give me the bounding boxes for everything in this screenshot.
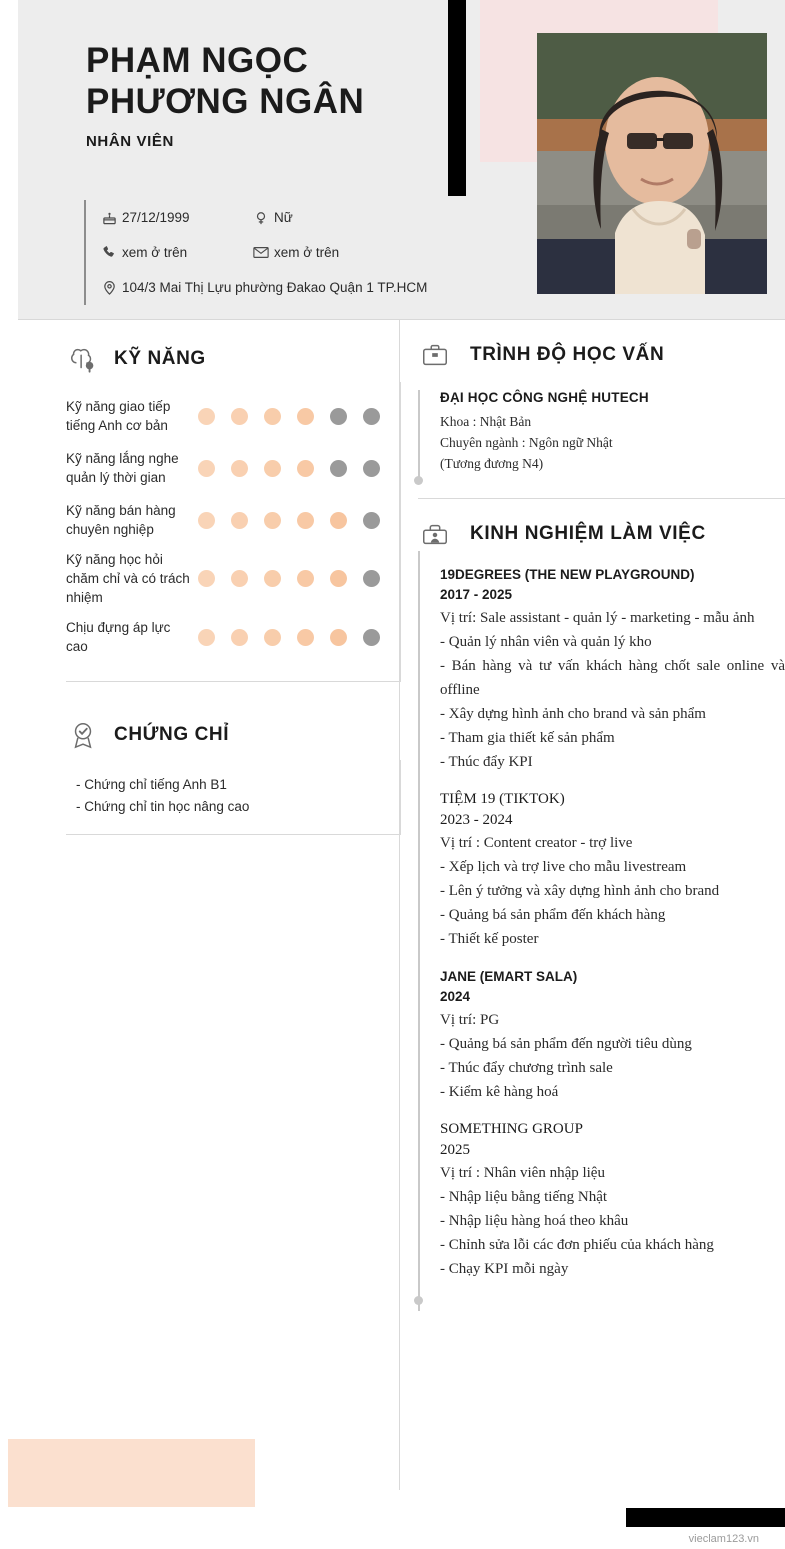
skill-label: Kỹ năng học hỏi chăm chỉ và có trách nhiệm [66,552,190,605]
phone-icon [96,245,122,260]
education-case-icon [418,338,452,372]
experience-position: Vị trí : Content creator - trợ live [440,835,633,851]
skill-row [66,546,400,611]
rating-dot-filled [330,629,347,646]
rating-dot-empty [330,408,347,425]
rating-dot-empty [330,460,347,477]
skill-rating [198,408,380,425]
rating-dot-filled [231,460,248,477]
experience-years: 2023 - 2024 [440,812,513,828]
experience-position: Vị trí: Sale assistant - quản lý - marketing - mẫu ảnh [440,610,755,626]
experience-bullet: - Lên ý tưởng và xây dựng hình ảnh cho brand [440,883,720,899]
rating-dot-empty [363,570,380,587]
rating-dot-filled [330,570,347,587]
contact-block [84,200,504,305]
experience-bullet: - Xây dựng hình ảnh cho brand và sản phẩm [440,706,706,722]
rating-dot-filled [264,408,281,425]
experience-position: Vị trí : Nhân viên nhập liệu [440,1165,605,1181]
name-block [86,40,466,150]
rating-dot-filled [231,408,248,425]
experience-bullet: - Kiểm kê hàng hoá [440,1084,559,1100]
watermark: vieclam123.vn [688,1533,759,1545]
birthday-value: 27/12/1999 [122,210,190,225]
certificate-badge-icon [66,718,100,752]
experience-company: TIỆM 19 (TIKTOK) [440,791,565,807]
gender-value: Nữ [274,210,293,225]
resume-header [0,0,785,320]
rating-dot-filled [198,408,215,425]
contact-birthday [96,210,248,226]
education-heading [400,320,785,372]
phone-value: xem ở trên [122,245,188,260]
rating-dot-filled [297,629,314,646]
rating-dot-filled [264,512,281,529]
resume-body [0,320,785,1548]
education-line: Khoa : Nhật Bản [440,414,532,429]
name-line-2: PHƯƠNG NGÂN [86,82,365,121]
rating-dot-filled [231,570,248,587]
experience-bullet: - Bán hàng và tư vấn khách hàng chốt sale online và offline [440,658,785,698]
rating-dot-filled [198,512,215,529]
skills-title: KỸ NĂNG [114,348,206,369]
contact-gender [248,210,293,226]
experience-years: 2024 [440,989,471,1004]
certificates-list [66,760,400,818]
rating-dot-empty [363,512,380,529]
briefcase-person-icon [418,517,452,551]
certificates-title: CHỨNG CHỈ [114,724,230,745]
experience-entry [440,1120,785,1281]
skill-row [66,611,400,663]
certificates-box [66,760,401,835]
contact-row-2 [96,235,504,270]
experience-bullet: - Xếp lịch và trợ live cho mẫu livestream [440,859,687,875]
rating-dot-empty [363,408,380,425]
skill-label: Kỹ năng lắng nghe quản lý thời gian [66,451,179,485]
gender-icon [248,210,274,226]
experience-bullet: - Quản lý nhân viên và quản lý kho [440,634,652,650]
experience-bullet: - Thiết kế poster [440,931,539,947]
skill-label: Kỹ năng giao tiếp tiếng Anh cơ bản [66,399,171,433]
rating-dot-filled [198,570,215,587]
brain-idea-icon [66,342,100,376]
rating-dot-filled [264,629,281,646]
skill-rating [198,629,380,646]
experience-bullet: - Nhập liệu hàng hoá theo khâu [440,1213,629,1229]
left-column [0,320,400,1548]
experience-title: KINH NGHIỆM LÀM VIỆC [470,523,706,544]
skill-rating [198,570,380,587]
rating-dot-filled [231,512,248,529]
rating-dot-filled [297,408,314,425]
experience-bullet: - Chạy KPI mỗi ngày [440,1261,569,1277]
education-line: Chuyên ngành : Ngôn ngữ Nhật [440,435,613,450]
education-block [400,372,785,480]
skill-label: Kỹ năng bán hàng chuyên nghiệp [66,503,176,537]
rating-dot-filled [297,460,314,477]
experience-bullet: - Nhập liệu bằng tiếng Nhật [440,1189,608,1205]
contact-email [248,245,339,260]
experience-position: Vị trí: PG [440,1012,500,1028]
certificates-heading [0,718,229,752]
experience-heading [400,499,785,551]
cake-icon [96,210,122,226]
skill-rating [198,460,380,477]
experience-bullet: - Tham gia thiết kế sản phẩm [440,730,615,746]
right-column [400,320,785,1548]
skill-row [66,442,400,494]
experience-bullet: - Chỉnh sửa lỗi các đơn phiếu của khách hàng [440,1237,714,1253]
education-school: ĐẠI HỌC CÔNG NGHỆ HUTECH [440,390,649,405]
rating-dot-filled [231,629,248,646]
contact-address [96,280,427,296]
certificate-item: - Chứng chỉ tin học nâng cao [76,799,250,814]
education-entry [418,390,785,480]
education-title: TRÌNH ĐỘ HỌC VẤN [470,344,665,365]
rating-dot-filled [264,460,281,477]
footer-black-bar [626,1508,785,1527]
footer-peach-block [8,1439,255,1507]
skills-heading [0,342,206,376]
skill-label: Chịu đựng áp lực cao [66,620,171,654]
experience-entry [440,565,785,774]
name-line-1: PHẠM NGỌC [86,41,309,80]
rating-dot-empty [363,460,380,477]
skill-row [66,494,400,546]
header-left-accent [0,0,18,320]
rating-dot-filled [198,629,215,646]
rating-dot-filled [297,570,314,587]
experience-company: JANE (EMART SALA) [440,969,578,984]
rating-dot-filled [297,512,314,529]
experience-bullet: - Quảng bá sản phẩm đến khách hàng [440,907,666,923]
experience-list [418,551,785,1311]
certificate-item: - Chứng chỉ tiếng Anh B1 [76,777,227,792]
contact-phone [96,245,248,260]
education-line: (Tương đương N4) [440,456,544,471]
experience-bullet: - Quảng bá sản phẩm đến người tiêu dùng [440,1036,692,1052]
rating-dot-empty [363,629,380,646]
mail-icon [248,246,274,259]
skill-rating [198,512,380,529]
job-role: NHÂN VIÊN [86,133,174,150]
experience-years: 2017 - 2025 [440,587,513,602]
education-details [440,411,785,474]
skills-list [66,382,401,682]
address-value: 104/3 Mai Thị Lựu phường Đakao Quận 1 TP.HCM [122,280,428,295]
skill-row [66,390,400,442]
experience-bullet: - Thúc đẩy KPI [440,754,533,770]
experience-company: SOMETHING GROUP [440,1121,583,1137]
rating-dot-filled [330,512,347,529]
experience-bullet: - Thúc đẩy chương trình sale [440,1060,613,1076]
experience-years: 2025 [440,1142,470,1158]
location-icon [96,280,122,296]
experience-company: 19DEGREES (THE NEW PLAYGROUND) [440,567,695,582]
contact-row-1 [96,200,504,235]
rating-dot-filled [198,460,215,477]
email-value: xem ở trên [274,245,340,260]
experience-entry [440,790,785,951]
profile-photo [537,33,767,294]
contact-row-3 [96,270,504,305]
experience-entry [440,967,785,1104]
rating-dot-filled [264,570,281,587]
